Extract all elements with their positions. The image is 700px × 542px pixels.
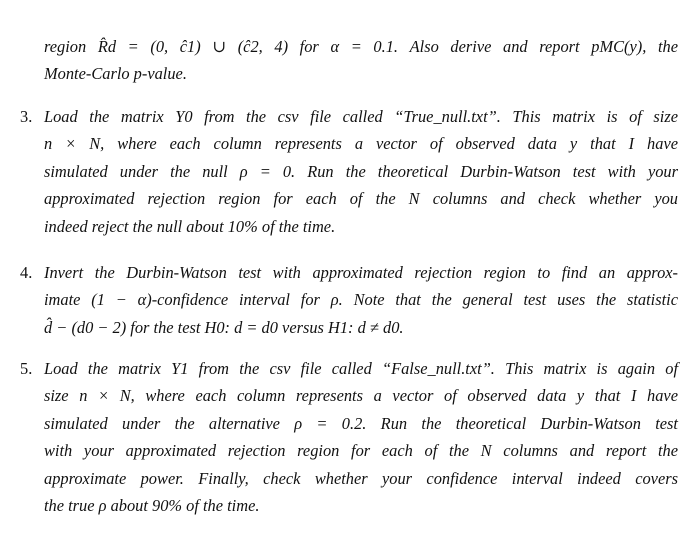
list-item-3 (44, 103, 678, 240)
text-line: the true ρ about 90% of the time. (44, 496, 260, 516)
text-line: region R̂d = (0, ĉ1) ∪ (ĉ2, 4) for α = 0.1. Also derive and report pMC(y), the (44, 37, 678, 56)
text-line: Monte-Carlo p-value. (44, 64, 187, 84)
text-line: n × N, where each column represents a vector of observed data y that I have (44, 134, 678, 154)
text-line: indeed reject the null about 10% of the time. (44, 216, 336, 236)
text-line: simulated under the null ρ = 0. Run the theoretical Durbin-Watson test with your (44, 161, 678, 181)
text-line: with your approximated rejection region for each of the N columns and report the (44, 441, 678, 461)
item-number: 3. (20, 107, 33, 126)
text-line: approximated rejection region for each of the N columns and check whether you (44, 189, 678, 209)
item-number: 5. (20, 359, 33, 378)
text-line: Invert the Durbin-Watson test with approximated rejection region to find an approx- (44, 263, 678, 282)
list-item-4 (44, 259, 678, 341)
text-line: d̂ − (d0 − 2) for the test H0: d = d0 versus H1: d ≠ d0. (44, 317, 404, 337)
text-line: Load the matrix Y0 from the csv file called “True_null.txt”. This matrix is of size (44, 107, 678, 126)
text-line: Load the matrix Y1 from the csv file called “False_null.txt”. This matrix is again of (44, 359, 678, 378)
continuation-paragraph (44, 33, 678, 88)
item-number: 4. (20, 263, 33, 282)
text-line: size n × N, where each column represents a vector of observed data y that I have (44, 386, 678, 406)
text-line: approximate power. Finally, check whether your confidence interval indeed covers (44, 468, 678, 488)
list-item-5 (44, 355, 678, 519)
text-line: simulated under the alternative ρ = 0.2. Run the theoretical Durbin-Watson test (44, 413, 678, 433)
text-line: imate (1 − α)-confidence interval for ρ. Note that the general test uses the statistic (44, 290, 678, 310)
